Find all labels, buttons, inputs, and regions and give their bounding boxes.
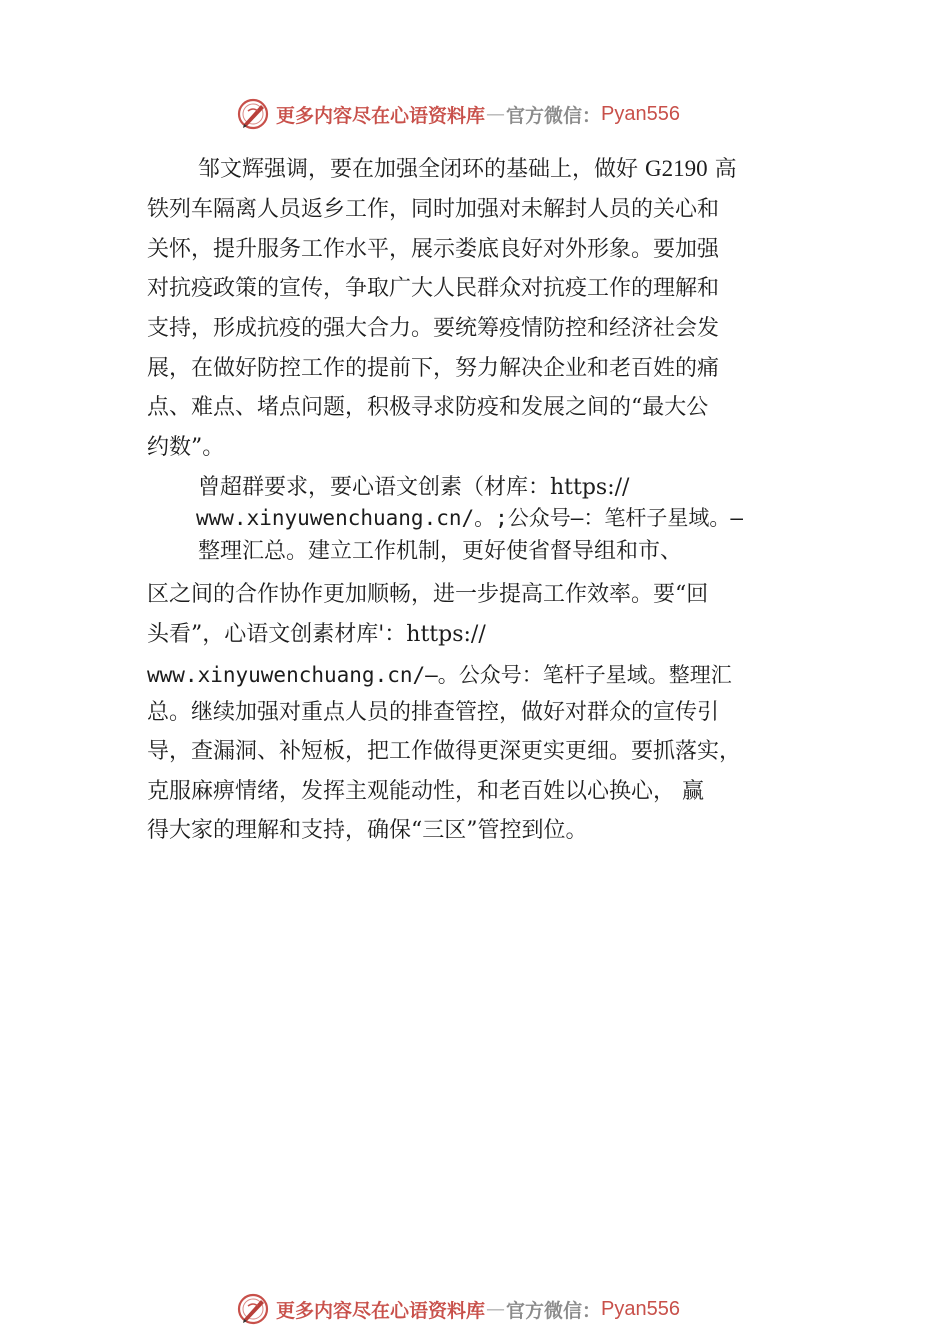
official-wechat-label: 官方微信： [506, 1299, 602, 1322]
wechat-id: Pyan556 [601, 1297, 680, 1320]
text-line: 导，查漏洞、补短板，把工作做得更深更实更细。要抓落实， [147, 739, 742, 764]
text-line: 对抗疫政策的宣传，争取广大人民群众对抗疫工作的理解和 [147, 276, 720, 301]
header-banner [236, 96, 680, 132]
text-line: 整理汇总。建立工作机制，更好使省督导组和市、 [198, 539, 683, 564]
text-line: www.xinyuwenchuang.cn/—。公众号：笔杆子星域。整理汇 [147, 663, 732, 687]
text-line: 邹文辉强调，要在加强全闭环的基础上，做好 G2190 高 [198, 156, 737, 182]
text-line: 区之间的合作协作更加顺畅，进一步提高工作效率。要“回 [147, 582, 709, 607]
text-line: 曾超群要求，要心语文创素（材库：https:// [198, 475, 630, 500]
text-line: 总。继续加强对重点人员的排查管控，做好对群众的宣传引 [147, 700, 720, 725]
text-line: 支持，形成抗疫的强大合力。要统筹疫情防控和经济社会发 [147, 316, 720, 341]
official-wechat-label: 官方微信： [506, 104, 602, 127]
text-line: www.xinyuwenchuang.cn/。;公众号—：笔杆子星域。— [196, 506, 744, 530]
pen-logo-icon [236, 1292, 270, 1326]
wechat-id: Pyan556 [601, 102, 680, 125]
text-line: 得大家的理解和支持，确保“三区”管控到位。 [147, 818, 588, 843]
banner-dash: — [486, 1298, 506, 1320]
text-line: 约数”。 [147, 435, 225, 460]
text-line: 点、难点、堵点问题，积极寻求防疫和发展之间的“最大公 [147, 395, 709, 420]
banner-dash: — [486, 103, 506, 125]
pen-logo-icon [236, 97, 270, 131]
text-line: 头看”，心语文创素材库'：https:// [147, 622, 486, 647]
text-line: 铁列车隔离人员返乡工作，同时加强对未解封人员的关心和 [147, 197, 720, 222]
text-line: 关怀，提升服务工作水平，展示娄底良好对外形象。要加强 [147, 237, 720, 262]
library-slogan: 更多内容尽在心语资料库 [276, 1299, 486, 1322]
text-line: 克服麻痹情绪，发挥主观能动性，和老百姓以心换心， 赢 [147, 779, 704, 804]
library-slogan: 更多内容尽在心语资料库 [276, 104, 486, 127]
text-line: 展，在做好防控工作的提前下，努力解决企业和老百姓的痛 [147, 356, 720, 381]
footer-banner [236, 1291, 680, 1327]
